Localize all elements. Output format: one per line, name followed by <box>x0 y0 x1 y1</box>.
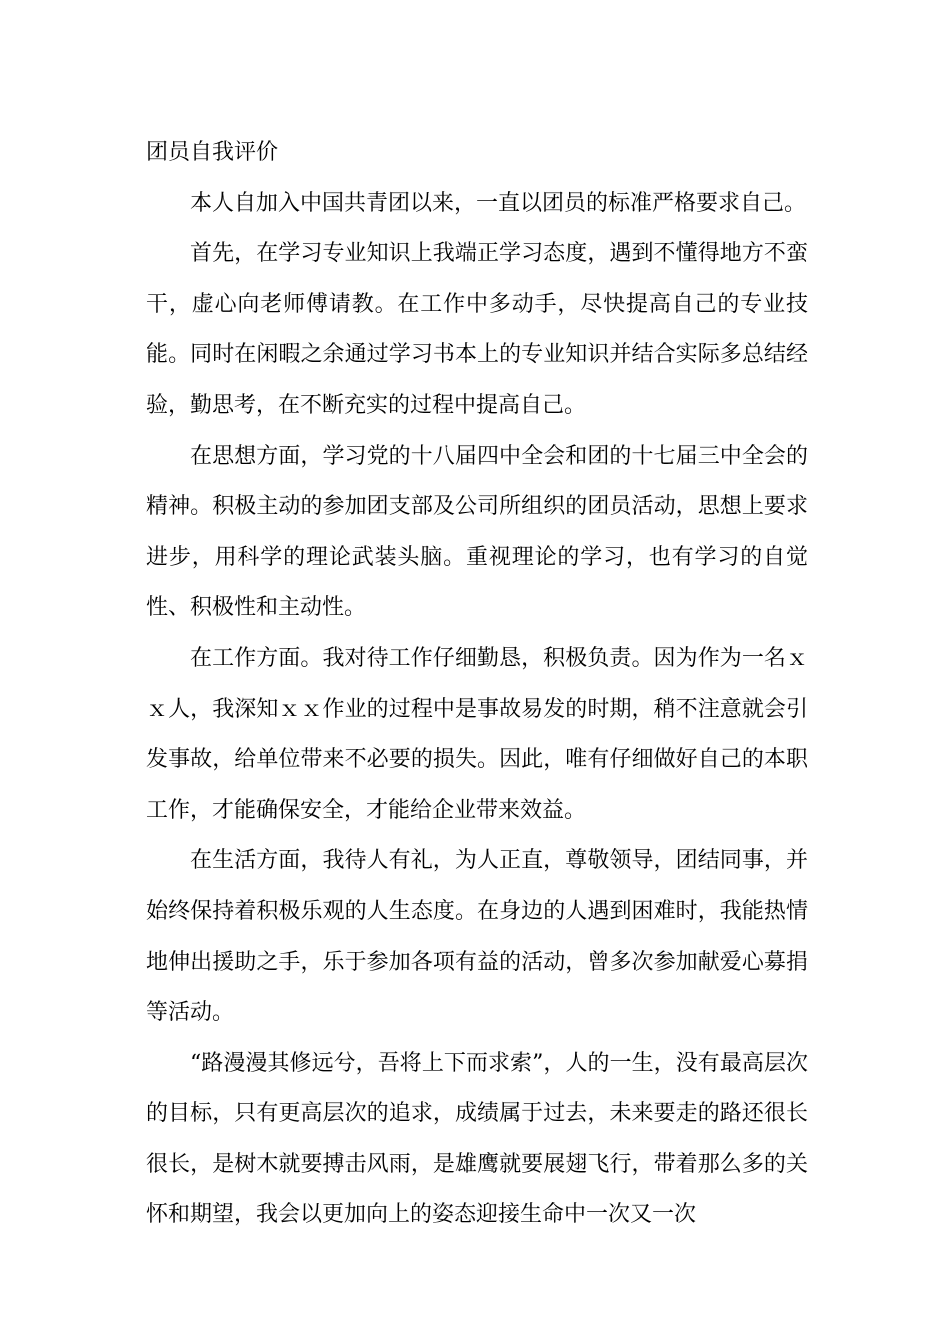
paragraph-work: 在工作方面。我对待工作仔细勤恳，积极负责。因为作为一名ｘｘ人，我深知ｘｘ作业的过程中是事故易发的时期，稍不注意就会引发事故，给单位带来不必要的损失。因此，唯有仔细做好自己的本职工作，才能确保安全，才能给企业带来效益。 <box>146 645 808 823</box>
document-title: 团员自我评价 <box>146 140 279 165</box>
document-body <box>146 128 808 1241</box>
paragraph-intro: 本人自加入中国共青团以来，一直以团员的标准严格要求自己。 <box>190 190 807 216</box>
paragraph-life: 在生活方面，我待人有礼，为人正直，尊敬领导，团结同事，并始终保持着积极乐观的人生态度。在身边的人遇到困难时，我能热情地伸出援助之手，乐于参加各项有益的活动，曾多次参加献爱心募捐等活动。 <box>146 848 808 1026</box>
paragraph-outlook: “路漫漫其修远兮，吾将上下而求索”，人的一生，没有最高层次的目标，只有更高层次的追求，成绩属于过去，未来要走的路还很长很长，是树木就要搏击风雨，是雄鹰就要展翅飞行，带着那么多的关怀和期望，我会以更加向上的姿态迎接生命中一次又一次 <box>146 1050 808 1228</box>
paragraph-study: 首先，在学习专业知识上我端正学习态度，遇到不懂得地方不蛮干，虚心向老师傅请教。在工作中多动手，尽快提高自己的专业技能。同时在闲暇之余通过学习书本上的专业知识并结合实际多总结经验，勤思考，在不断充实的过程中提高自己。 <box>146 241 808 418</box>
paragraph-thought: 在思想方面，学习党的十八届四中全会和团的十七届三中全会的精神。积极主动的参加团支部及公司所组织的团员活动，思想上要求进步，用科学的理论武装头脑。重视理论的学习，也有学习的自觉性、积极性和主动性。 <box>146 443 808 621</box>
